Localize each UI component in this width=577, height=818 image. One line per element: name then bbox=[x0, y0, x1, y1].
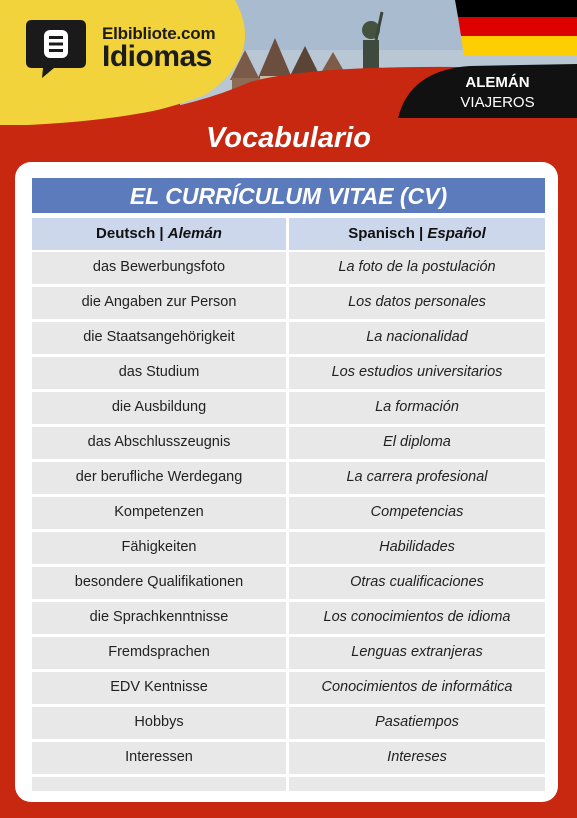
spanish-term: Competencias bbox=[289, 497, 545, 529]
spanish-term: Intereses bbox=[289, 742, 545, 774]
german-term: besondere Qualifikationen bbox=[32, 567, 286, 599]
table-row bbox=[32, 532, 545, 564]
german-term: Hobbys bbox=[32, 707, 286, 739]
chat-bubble-book-icon bbox=[24, 18, 88, 80]
table-row bbox=[32, 322, 545, 354]
german-term: die Angaben zur Person bbox=[32, 287, 286, 319]
spanish-term: La foto de la postulación bbox=[289, 252, 545, 284]
spanish-term: Pasatiempos bbox=[289, 707, 545, 739]
table-row bbox=[32, 672, 545, 704]
table-row bbox=[32, 602, 545, 634]
german-term: das Abschlusszeugnis bbox=[32, 427, 286, 459]
table-row bbox=[32, 287, 545, 319]
spanish-term: La formación bbox=[289, 392, 545, 424]
german-term: das Studium bbox=[32, 357, 286, 389]
column-header-german-emph: Alemán bbox=[167, 225, 222, 242]
vocabulary-rows bbox=[32, 252, 545, 777]
table-title: EL CURRÍCULUM VITAE (CV) bbox=[32, 178, 545, 213]
german-term: die Ausbildung bbox=[32, 392, 286, 424]
table-bottom-padding bbox=[32, 777, 545, 791]
german-term: EDV Kentnisse bbox=[32, 672, 286, 704]
german-term: die Staatsangehörigkeit bbox=[32, 322, 286, 354]
german-term: das Bewerbungsfoto bbox=[32, 252, 286, 284]
table-row bbox=[32, 462, 545, 494]
german-term: der berufliche Werdegang bbox=[32, 462, 286, 494]
table-row bbox=[32, 497, 545, 529]
level-label: VIAJEROS bbox=[460, 94, 535, 111]
header bbox=[0, 0, 577, 125]
table-row bbox=[32, 707, 545, 739]
german-term: Kompetenzen bbox=[32, 497, 286, 529]
table-row bbox=[32, 742, 545, 774]
table-row bbox=[32, 392, 545, 424]
column-header-german bbox=[32, 218, 286, 250]
spanish-term: El diploma bbox=[289, 427, 545, 459]
german-term: Fähigkeiten bbox=[32, 532, 286, 564]
spanish-term: Los conocimientos de idioma bbox=[289, 602, 545, 634]
column-header-spanish-text: Spanisch | bbox=[348, 225, 428, 242]
brand-name: Idiomas bbox=[102, 40, 212, 73]
spanish-term: Los estudios universitarios bbox=[289, 357, 545, 389]
language-label: ALEMÁN bbox=[465, 74, 530, 91]
vocabulary-card bbox=[15, 162, 558, 802]
table-row bbox=[32, 252, 545, 284]
spanish-term: Conocimientos de informática bbox=[289, 672, 545, 704]
table-row bbox=[32, 427, 545, 459]
spanish-term: Los datos personales bbox=[289, 287, 545, 319]
section-title: Vocabulario bbox=[206, 122, 371, 154]
german-term: Fremdsprachen bbox=[32, 637, 286, 669]
spanish-term: Habilidades bbox=[289, 532, 545, 564]
table-row bbox=[32, 357, 545, 389]
spanish-term: Otras cualificaciones bbox=[289, 567, 545, 599]
german-flag-icon bbox=[455, 0, 577, 56]
spanish-term: La nacionalidad bbox=[289, 322, 545, 354]
column-header-spanish-emph: Español bbox=[427, 225, 486, 242]
table-row bbox=[32, 567, 545, 599]
spanish-term: La carrera profesional bbox=[289, 462, 545, 494]
brand-site: Elbibliote.com bbox=[102, 24, 216, 43]
column-header-spanish bbox=[289, 218, 545, 250]
table-row bbox=[32, 637, 545, 669]
column-header-german-text: Deutsch | bbox=[96, 225, 168, 242]
german-term: Interessen bbox=[32, 742, 286, 774]
spanish-term: Lenguas extranjeras bbox=[289, 637, 545, 669]
german-term: die Sprachkenntnisse bbox=[32, 602, 286, 634]
